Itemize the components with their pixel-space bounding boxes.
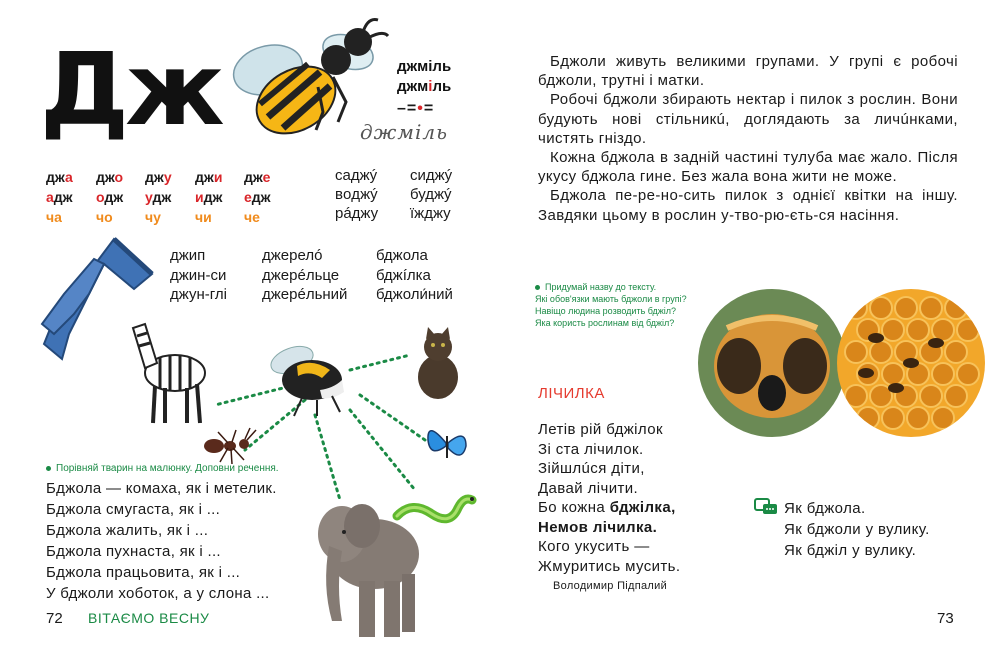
syllable: джо [96, 169, 124, 185]
bee-word-2-end: ль [432, 78, 452, 95]
honeycomb-photo [836, 288, 986, 438]
syllable: идж [195, 189, 223, 205]
main-text [538, 52, 958, 225]
bullet-icon [535, 285, 540, 290]
syllable: джа [46, 169, 73, 185]
question: Яка користь рослинам від бджіл? [535, 318, 675, 329]
syllable: ча [46, 209, 62, 225]
elephant-illustration [314, 496, 424, 642]
section-title: ВІТАЄМО ВЕСНУ [88, 610, 210, 626]
task-instruction: Порівняй тварин на малюнку. Доповни речення. [46, 463, 279, 474]
zebra-illustration [125, 318, 215, 428]
sentence: Бджола працьовита, як і ... [46, 564, 241, 581]
sentences-list [46, 478, 277, 604]
chat-icon [754, 498, 778, 518]
paragraph: Робочі бджоли збирають нектар і пилок з рослин. Вони будують нові стільникú, доглядають за личúнками, чистять гніздо. [538, 91, 958, 147]
poem-line: Бо кожна бджілка, [538, 499, 676, 516]
bee-word-2 [397, 78, 451, 95]
words-column-2: сиджý буджý їжджу [410, 167, 453, 222]
syllable: чо [96, 209, 113, 225]
poem-line: Зі ста лічилок. [538, 440, 644, 458]
poem-line: Жмуритись мусить. [538, 557, 681, 575]
big-letters: Дж [40, 31, 221, 148]
bullet-icon [46, 466, 51, 471]
syllable: джу [145, 169, 172, 185]
poem-line: Летів рій бджілок [538, 421, 663, 438]
question: Придумай назву до тексту. [535, 281, 687, 293]
syllable: чу [145, 209, 161, 225]
script-word: джміль [360, 120, 449, 144]
page-number-left: 72 [46, 610, 63, 627]
compare-list: Як бджола. Як бджоли у вулику. Як бджіл у вулику. [784, 500, 930, 559]
sentence: Бджола пухнаста, як і ... [46, 543, 221, 560]
syllable: удж [145, 189, 172, 205]
paragraph: Бджоли живуть великими групами. У групі є робочі бджоли, трутні і матки. [538, 53, 958, 90]
syllable: адж [46, 189, 73, 205]
syllable: одж [96, 189, 124, 205]
poem-author: Володимир Підпалий [553, 580, 668, 592]
sentence: Бджола жалить, як і ... [46, 522, 209, 539]
words-group-3: бджола бджíлка бджоли́ний [376, 247, 453, 303]
syllable: чи [195, 209, 212, 225]
poem-line: Кого укусить — [538, 538, 650, 555]
ant-illustration [200, 426, 260, 466]
bee-word-2-accent: і [428, 78, 433, 95]
cat-illustration [410, 325, 465, 400]
paragraph: Кожна бджола в задній частині тулуба має жало. Після укусу бджола гине. Без жала вона жити не може. [538, 148, 958, 186]
words-group-2: джерелó джерéльце джерéльний [262, 247, 348, 303]
poem [538, 420, 680, 576]
page-number-right: 73 [937, 610, 954, 627]
sentence: У бджоли хоботок, а у слона ... [46, 585, 270, 602]
syllable: едж [244, 189, 271, 205]
question: Навіщо людина розводить бджіл? [535, 306, 677, 317]
paragraph: Бджола пе-ре-но-сить пилок з однієї квітки на іншу. Завдяки цьому в рослин у-тво-рю-єть-ся насіння. [538, 187, 958, 224]
sentence: Бджола — комаха, як і метелик. [46, 480, 277, 497]
sentence: Бджола смугаста, як і ... [46, 501, 221, 518]
poem-line: Немов лічилка. [538, 518, 658, 536]
syllable: дже [244, 169, 271, 185]
sound-scheme: –=•= [397, 100, 435, 117]
syllable: че [244, 209, 260, 225]
bee-face-photo [697, 288, 847, 438]
bumblebee-illustration [262, 338, 354, 418]
butterfly-illustration [422, 418, 472, 468]
words-column-1: саджý вoджý рáджу [335, 167, 379, 222]
questions-list [535, 281, 687, 330]
syllable: джи [195, 169, 223, 185]
poem-line: Давай лічити. [538, 479, 639, 497]
bee-word-2-start: джм [397, 78, 429, 95]
words-group-1: джип джин-си джун-глі [170, 247, 227, 303]
poem-line: Зійшлúся діти, [538, 460, 645, 477]
poem-title: ЛІЧИЛКА [538, 385, 605, 402]
bee-word-1: джміль [397, 58, 452, 75]
question: Які обов'язки мають бджоли в групі? [535, 294, 687, 305]
